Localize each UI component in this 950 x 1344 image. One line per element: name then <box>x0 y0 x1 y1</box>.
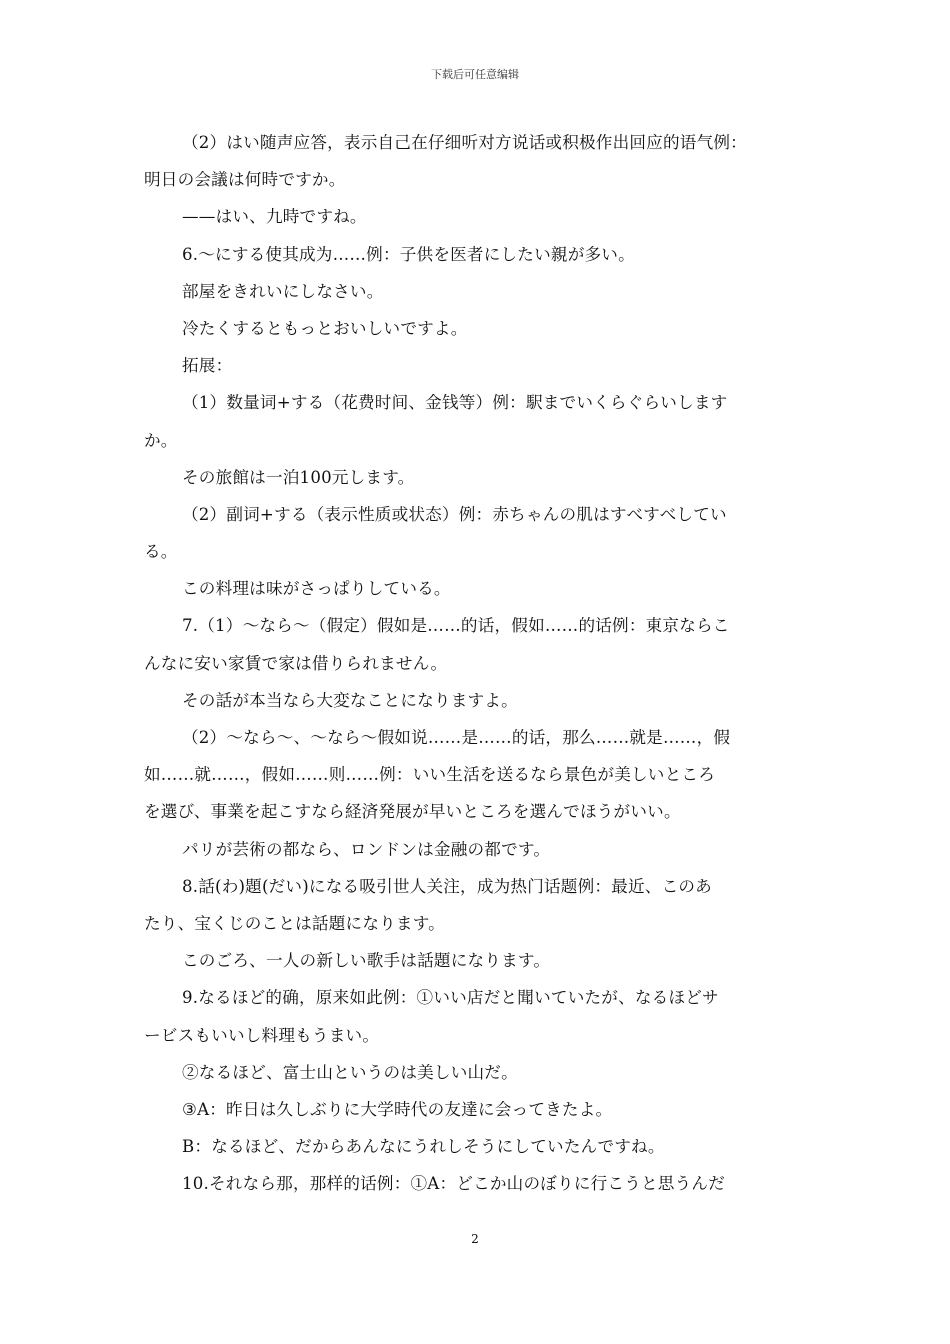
text-line: 9.なるほど的确，原来如此例：①いい店だと聞いていたが、なるほどサ <box>182 988 719 1008</box>
text-line: このごろ、一人の新しい歌手は話題になります。 <box>182 951 551 971</box>
text-line: 7.（1）～なら～（假定）假如是……的话，假如……的话例：東京ならこ <box>182 616 730 636</box>
text-line: （2）副词+する（表示性质或状态）例：赤ちゃんの肌はすべすべしてい <box>182 504 727 524</box>
text-line: ②なるほど、富士山というのは美しい山だ。 <box>182 1062 518 1082</box>
text-line: B：なるほど、だからあんなにうれしそうにしていたんですね。 <box>182 1137 665 1157</box>
text-line: 10.それなら那，那样的话例：①A：どこか山のぼりに行こうと思うんだ <box>182 1174 725 1194</box>
text-line: んなに安い家賃で家は借りられません。 <box>144 653 448 673</box>
text-line: （1）数量词+する（花费时间、金钱等）例：駅までいくらぐらいします <box>182 393 728 413</box>
text-line: ③A：昨日は久しぶりに大学時代の友達に会ってきたよ。 <box>182 1099 613 1119</box>
page-header: 下载后可任意编辑 <box>431 68 519 81</box>
text-line: この料理は味がさっぱりしている。 <box>182 579 451 599</box>
text-line: 明日の会議は何時ですか。 <box>144 170 346 190</box>
text-line: たり、宝くじのことは話題になります。 <box>144 913 445 933</box>
text-line: その旅館は一泊100元します。 <box>182 467 415 487</box>
text-line: （2）～なら～、～なら～假如说……是……的话，那么……就是……，假 <box>182 728 731 747</box>
text-line: 如……就……，假如……则……例：いい生活を送るなら景色が美しいところ <box>144 765 715 785</box>
text-line: 拓展： <box>182 356 233 376</box>
text-line: 8.話(わ)題(だい)になる吸引世人关注，成为热门话题例：最近、このあ <box>182 876 712 896</box>
text-line: 冷たくするともっとおいしいですよ。 <box>182 318 468 338</box>
text-line: ——はい、九時ですね。 <box>182 207 367 227</box>
text-line: 部屋をきれいにしなさい。 <box>182 281 384 301</box>
text-line: （2）はい随声应答，表示自己在仔细听对方说话或积极作出回应的语气例： <box>182 133 747 152</box>
text-line: 6.～にする使其成为……例：子供を医者にしたい親が多い。 <box>182 244 635 264</box>
text-line: を選び、事業を起こすなら経済発展が早いところを選んでほうがいい。 <box>144 802 681 822</box>
document-body <box>144 124 806 1202</box>
text-line: ービスもいいし料理もうまい。 <box>144 1025 380 1045</box>
text-line: る。 <box>144 542 178 562</box>
text-line: その話が本当なら大変なことになりますよ。 <box>182 690 518 710</box>
text-line: パリが芸術の都なら、ロンドンは金融の都です。 <box>182 839 551 859</box>
page-number: 2 <box>471 1232 479 1246</box>
text-line: か。 <box>144 430 178 450</box>
